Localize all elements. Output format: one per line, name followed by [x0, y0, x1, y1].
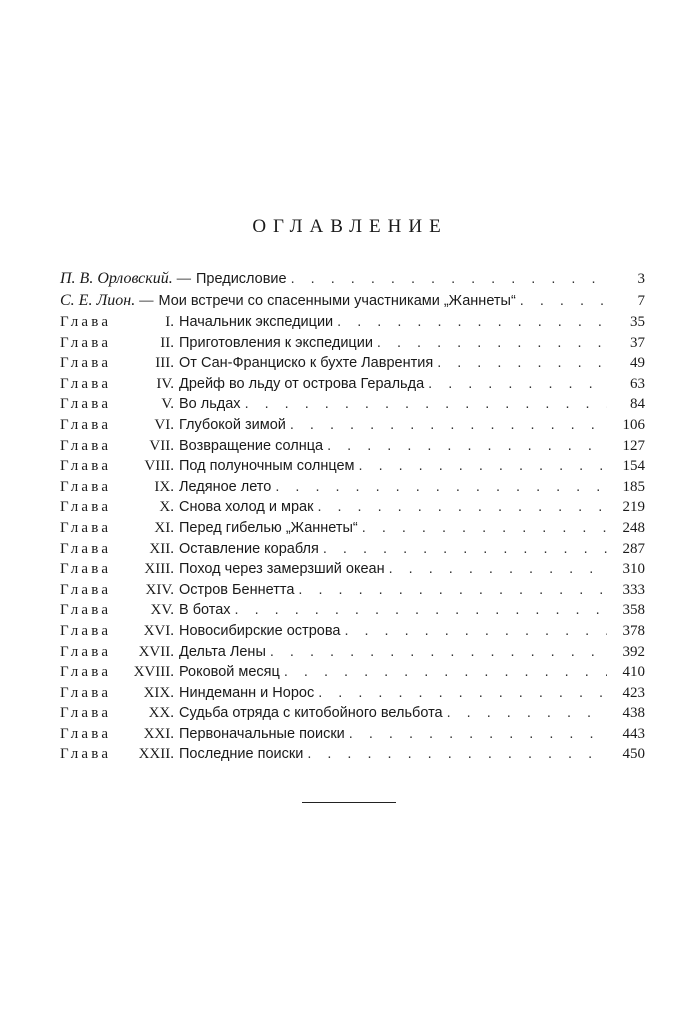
preface-entry [60, 268, 645, 290]
dot-leader [437, 353, 607, 374]
entry-page-number: 185 [622, 478, 645, 495]
dot-leader [323, 539, 607, 560]
entry-title: Остров Беннетта [179, 581, 295, 598]
chapter-word: Глава [60, 622, 112, 639]
chapter-number: X. [159, 499, 174, 516]
chapter-word: Глава [60, 478, 112, 495]
entry-page-number: 127 [622, 437, 645, 454]
chapter-word: Глава [60, 664, 112, 681]
chapter-entry [60, 580, 645, 601]
entry-title: Дельта Лены [179, 643, 266, 660]
preface-entry [60, 290, 645, 312]
chapter-entry [60, 539, 645, 560]
dot-leader [359, 456, 607, 477]
entry-title: В ботах [179, 602, 231, 619]
dot-leader [344, 621, 607, 642]
chapter-word: Глава [60, 375, 112, 392]
entry-title: Во льдах [179, 396, 241, 413]
chapter-entry [60, 744, 645, 765]
entry-title: Последние поиски [179, 746, 304, 763]
chapter-number: XII. [149, 540, 174, 557]
chapter-word: Глава [60, 396, 112, 413]
chapter-number: I. [165, 314, 174, 330]
entry-title: Приготовления к экспедиции [179, 334, 373, 351]
chapter-word: Глава [60, 519, 112, 536]
dot-leader [284, 662, 607, 683]
entry-title: Ледяное лето [179, 478, 272, 495]
chapter-number: II. [160, 334, 174, 351]
dot-leader [428, 374, 607, 395]
chapter-number: XIV. [145, 581, 174, 598]
chapter-word: Глава [60, 684, 112, 701]
entry-title: Новосибирские острова [179, 622, 341, 639]
chapter-entry [60, 436, 645, 457]
entry-page-number: 358 [622, 602, 645, 619]
entry-author: С. Е. Лион. — [60, 292, 154, 309]
chapter-number: VI. [154, 416, 174, 433]
chapter-number: XV. [150, 602, 174, 619]
entry-title: Дрейф во льду от острова Геральда [179, 375, 425, 392]
dot-leader [349, 724, 607, 745]
chapter-number: XIX. [143, 684, 174, 701]
chapter-number: XIII. [144, 561, 174, 578]
chapter-entry [60, 683, 645, 704]
chapter-number: V. [161, 396, 174, 413]
chapter-number: XI. [154, 519, 174, 536]
chapter-entry [60, 353, 645, 374]
entry-title: Первоначальные поиски [179, 725, 345, 742]
entry-page-number: 219 [622, 499, 645, 516]
entry-page-number: 49 [630, 355, 645, 372]
entry-page-number: 287 [622, 540, 645, 557]
chapter-entry [60, 662, 645, 683]
chapter-entry [60, 312, 645, 333]
entry-page-number: 443 [622, 725, 645, 742]
entry-title: Роковой месяц [179, 664, 280, 681]
dot-leader [377, 333, 607, 354]
dot-leader [327, 436, 607, 457]
entry-page-number: 106 [622, 416, 645, 433]
chapter-word: Глава [60, 746, 112, 763]
entry-page-number: 410 [622, 664, 645, 681]
entry-page-number: 378 [622, 622, 645, 639]
chapter-word: Глава [60, 458, 112, 475]
chapter-entry [60, 600, 645, 621]
chapter-number: VII. [149, 437, 174, 454]
chapter-entry [60, 559, 645, 580]
chapter-entry [60, 374, 645, 395]
entry-title: Поход через замерзший океан [179, 561, 385, 578]
entry-page-number: 450 [622, 746, 645, 763]
chapter-word: Глава [60, 334, 112, 351]
entry-page-number: 333 [622, 581, 645, 598]
dot-leader [447, 703, 607, 724]
chapter-number: XXII. [138, 746, 174, 763]
dot-leader [520, 290, 607, 312]
entry-title: Ниндеманн и Норос [179, 684, 315, 701]
chapter-word: Глава [60, 416, 112, 433]
dot-leader [389, 559, 607, 580]
entry-page-number: 84 [630, 396, 645, 413]
dot-leader [290, 415, 607, 436]
chapter-word: Глава [60, 725, 112, 742]
entry-title: Под полуночным солнцем [179, 458, 355, 475]
chapter-entry [60, 642, 645, 663]
dot-leader [337, 312, 607, 333]
chapter-number: IV. [156, 375, 174, 392]
chapter-word: Глава [60, 561, 112, 578]
dot-leader [275, 477, 607, 498]
dot-leader [245, 394, 607, 415]
chapter-number: III. [155, 355, 174, 372]
entry-title: Оставление корабля [179, 540, 319, 557]
chapter-entry [60, 333, 645, 354]
entry-page-number: 35 [630, 314, 645, 330]
chapter-number: XX. [148, 705, 174, 722]
page-title: ОГЛАВЛЕНИЕ [252, 216, 448, 237]
chapter-number: XXI. [143, 725, 174, 742]
entry-title: Судьба отряда с китобойного вельбота [179, 705, 443, 722]
entry-page-number: 37 [630, 334, 645, 351]
chapter-word: Глава [60, 540, 112, 557]
chapter-word: Глава [60, 581, 112, 598]
entry-title: Начальник экспедиции [179, 314, 334, 330]
chapter-entry [60, 497, 645, 518]
chapter-word: Глава [60, 314, 112, 330]
entry-page-number: 310 [622, 561, 645, 578]
entry-title: Глубокой зимой [179, 416, 286, 433]
dot-leader [291, 268, 607, 290]
entry-page-number: 248 [622, 519, 645, 536]
entry-page-number: 438 [622, 705, 645, 722]
chapter-entry [60, 703, 645, 724]
table-of-contents [60, 268, 645, 765]
entry-title: Перед гибелью „Жаннеты“ [179, 519, 358, 536]
dot-leader [362, 518, 607, 539]
entry-page-number: 423 [622, 684, 645, 701]
entry-author: П. В. Орловский. — [60, 270, 191, 287]
chapter-entry [60, 518, 645, 539]
entry-page-number: 3 [637, 271, 645, 287]
dot-leader [270, 642, 607, 663]
entry-title: Предисловие [196, 271, 287, 287]
chapter-number: XVIII. [133, 664, 174, 681]
entry-page-number: 392 [622, 643, 645, 660]
chapter-word: Глава [60, 499, 112, 516]
chapter-entry [60, 477, 645, 498]
chapter-entry [60, 456, 645, 477]
chapter-word: Глава [60, 705, 112, 722]
entry-title: Возвращение солнца [179, 437, 324, 454]
entry-page-number: 7 [637, 293, 645, 309]
chapter-number: IX. [154, 478, 174, 495]
chapter-entry [60, 621, 645, 642]
entry-page-number: 63 [630, 375, 645, 392]
entry-title: Мои встречи со спасенными участниками „Жаннеты“ [158, 293, 516, 309]
chapter-word: Глава [60, 355, 112, 372]
chapter-entry [60, 394, 645, 415]
chapter-entry [60, 724, 645, 745]
entry-title: Снова холод и мрак [179, 499, 314, 516]
chapter-entry [60, 415, 645, 436]
chapter-word: Глава [60, 643, 112, 660]
divider [302, 802, 396, 803]
chapter-number: XVI. [143, 622, 174, 639]
chapter-word: Глава [60, 602, 112, 619]
dot-leader [235, 600, 607, 621]
dot-leader [318, 683, 607, 704]
chapter-word: Глава [60, 437, 112, 454]
chapter-number: VIII. [144, 458, 174, 475]
entry-title: От Сан-Франциско к бухте Лаврентия [179, 355, 434, 372]
entry-page-number: 154 [622, 458, 645, 475]
dot-leader [298, 580, 607, 601]
dot-leader [307, 744, 607, 765]
dot-leader [317, 497, 607, 518]
chapter-number: XVII. [138, 643, 174, 660]
